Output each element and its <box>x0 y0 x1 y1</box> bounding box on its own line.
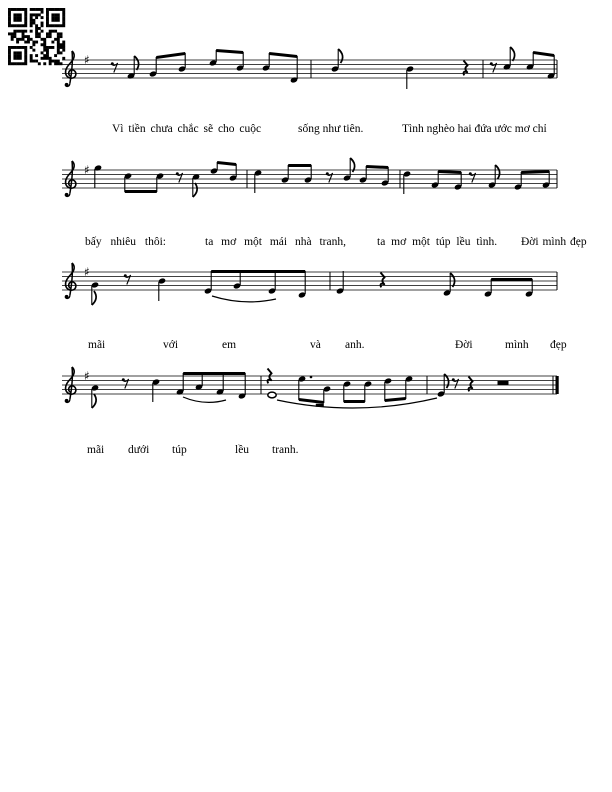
lyrics-segment: mình <box>505 339 529 351</box>
beam <box>521 170 549 174</box>
lyrics-line-4 <box>87 443 299 456</box>
beam-group <box>343 381 372 403</box>
eighth-rest <box>490 62 497 72</box>
beam-group <box>210 161 237 181</box>
quarter-note <box>94 165 102 188</box>
beam <box>288 164 311 167</box>
lyrics-segment: đẹp <box>550 339 567 351</box>
beam-group <box>384 376 413 402</box>
eighth-flag <box>134 56 138 70</box>
lyrics-segment: và <box>310 339 321 351</box>
staff-system-2 <box>62 158 557 197</box>
eighth-rest <box>111 62 118 72</box>
beam-group <box>262 52 298 83</box>
lyrics-segment: mãi <box>87 444 105 456</box>
beam <box>366 165 388 169</box>
beam <box>385 397 406 402</box>
lyrics-segment: ta mơ một mái nhà tranh, <box>205 236 346 248</box>
lyrics-line-2 <box>85 235 587 248</box>
eighth-rest <box>326 172 333 182</box>
eighth-note <box>91 282 99 305</box>
lyrics-segment: ta mơ một túp lều tình. <box>377 236 498 248</box>
eighth-flag <box>510 47 514 61</box>
sharp-icon: ♯ <box>84 162 90 177</box>
half-rest <box>498 381 509 385</box>
lyrics-segment: sống như tiên. <box>298 123 364 135</box>
eighth-note <box>127 56 139 79</box>
sharp-icon: ♯ <box>84 264 90 279</box>
beam <box>491 278 532 281</box>
eighth-rest <box>452 378 459 388</box>
quarter-note <box>403 171 411 194</box>
quarter-note <box>336 271 344 294</box>
qr-code <box>8 8 65 65</box>
lyrics-segment: dưới <box>128 444 150 456</box>
beam <box>211 270 305 273</box>
eighth-flag <box>495 165 499 179</box>
eighth-rest <box>176 172 183 182</box>
lyrics-segment: Vì tiền chưa chắc sẽ cho cuộc <box>112 123 262 135</box>
lyrics-segment: túp <box>172 444 187 456</box>
eighth-flag <box>92 291 96 305</box>
beam-group <box>204 270 306 298</box>
beam <box>217 161 236 166</box>
beam <box>344 400 365 403</box>
beam <box>125 190 157 193</box>
eighth-flag <box>450 273 454 287</box>
sharp-icon: ♯ <box>84 52 90 67</box>
lyrics-segment: tranh. <box>272 444 299 456</box>
lyrics-line-3 <box>88 339 567 351</box>
eighth-note <box>192 174 200 197</box>
beam <box>438 170 461 174</box>
staff-system-1 <box>62 47 557 89</box>
sharp-icon: ♯ <box>84 368 90 383</box>
whole-note <box>268 392 276 398</box>
lyrics-line-1 <box>112 122 547 135</box>
beam-group <box>281 164 312 183</box>
staff-system-3 <box>62 263 557 305</box>
beam <box>216 49 243 54</box>
augmentation-dot <box>310 376 313 379</box>
eighth-note <box>488 165 500 188</box>
final-barline <box>556 376 559 394</box>
lyrics-segment: bấy nhiêu thôi: <box>85 236 166 248</box>
eighth-flag <box>193 183 197 197</box>
lyrics-segment: Đời mình đẹp <box>521 236 587 248</box>
quarter-note <box>152 379 160 402</box>
beam <box>156 52 185 59</box>
beam <box>533 51 554 57</box>
beam-group <box>484 278 533 297</box>
lyrics-segment: mãi <box>88 339 106 351</box>
quarter-note <box>254 170 262 193</box>
beam <box>299 398 324 404</box>
lyrics-segment: em <box>222 339 237 351</box>
eighth-rest <box>469 172 476 182</box>
lyrics-segment: với <box>163 339 179 351</box>
beam <box>183 372 245 375</box>
eighth-note <box>503 47 515 70</box>
beam <box>269 52 297 58</box>
note-head <box>268 392 276 398</box>
lyrics-segment: Đời <box>455 339 473 351</box>
beam-group <box>514 170 550 190</box>
lyrics-segment: lều <box>235 444 250 456</box>
quarter-note <box>158 278 166 301</box>
slur <box>183 397 226 402</box>
lyrics-segment: anh. <box>345 339 365 351</box>
slur <box>212 296 276 302</box>
beam-group <box>124 173 164 193</box>
eighth-rest <box>124 274 131 284</box>
lyrics-segment: Tình nghèo hai đứa ước mơ chỉ <box>402 123 547 135</box>
staff-system-4 <box>62 367 559 408</box>
beam-group <box>526 51 555 79</box>
eighth-note <box>91 385 99 408</box>
quarter-note <box>406 66 414 89</box>
eighth-rest <box>122 378 129 388</box>
beam-group <box>431 170 462 190</box>
eighth-flag <box>338 49 342 63</box>
eighth-flag <box>92 394 96 408</box>
